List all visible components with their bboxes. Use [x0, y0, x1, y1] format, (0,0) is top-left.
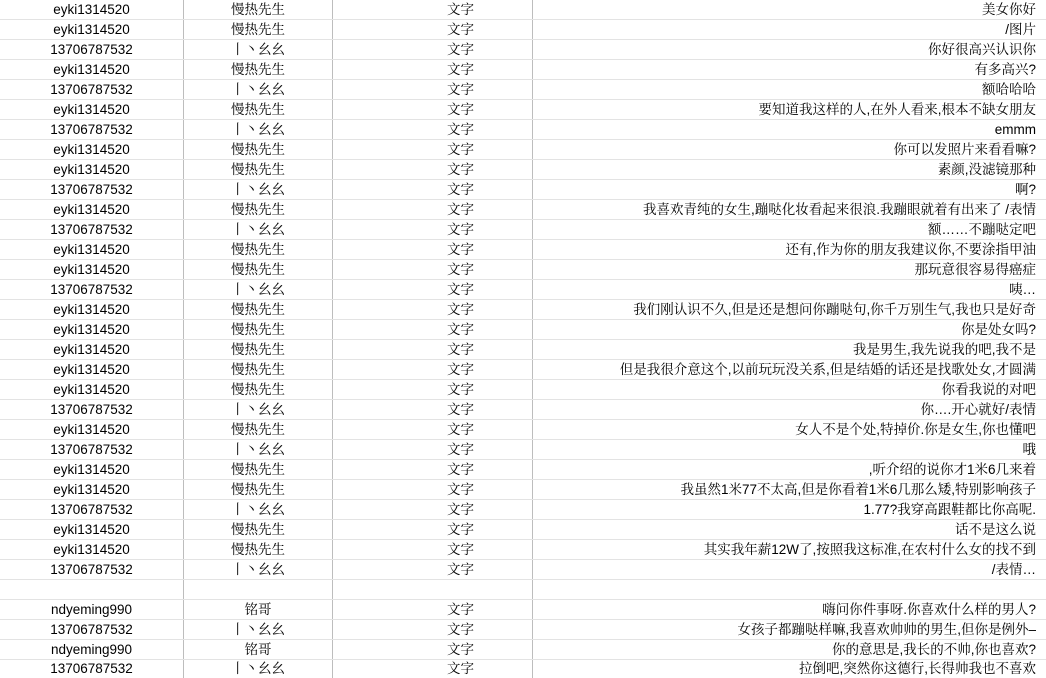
cell-type: 文字 — [333, 220, 533, 240]
cell-message: 我虽然1米77不太高,但是你看着1米6几那么矮,特别影响孩子 — [533, 480, 1046, 500]
cell-type: 文字 — [333, 500, 533, 520]
cell-nickname: 丨丶幺幺 — [184, 80, 333, 100]
cell-type: 文字 — [333, 520, 533, 540]
cell-type: 文字 — [333, 240, 533, 260]
cell-type: 文字 — [333, 620, 533, 640]
cell-account: eyki1314520 — [0, 240, 184, 260]
cell-message: 其实我年薪12W了,按照我这标准,在农村什么女的找不到 — [533, 540, 1046, 560]
table-row — [0, 240, 1046, 260]
cell-type: 文字 — [333, 160, 533, 180]
table-row — [0, 520, 1046, 540]
cell-type: 文字 — [333, 340, 533, 360]
cell-message: 那玩意很容易得癌症 — [533, 260, 1046, 280]
cell-account: 13706787532 — [0, 220, 184, 240]
cell-message: 有多高兴? — [533, 60, 1046, 80]
cell-nickname: 丨丶幺幺 — [184, 180, 333, 200]
cell-account: eyki1314520 — [0, 340, 184, 360]
cell-nickname: 慢热先生 — [184, 520, 333, 540]
cell-message: emmm — [533, 120, 1046, 140]
cell-message: 素颜,没滤镜那种 — [533, 160, 1046, 180]
cell-nickname: 慢热先生 — [184, 420, 333, 440]
table-row — [0, 320, 1046, 340]
cell-message — [533, 580, 1046, 600]
table-row — [0, 120, 1046, 140]
cell-type: 文字 — [333, 260, 533, 280]
cell-account: eyki1314520 — [0, 300, 184, 320]
cell-nickname — [184, 660, 333, 678]
cell-nickname: 丨丶幺幺 — [184, 220, 333, 240]
table-row — [0, 480, 1046, 500]
cell-type: 文字 — [333, 180, 533, 200]
cell-account: eyki1314520 — [0, 320, 184, 340]
cell-account: 13706787532 — [0, 120, 184, 140]
cell-type: 文字 — [333, 440, 533, 460]
cell-nickname — [184, 580, 333, 600]
cell-nickname-text: 丨丶幺幺 — [188, 660, 328, 678]
cell-account: 13706787532 — [0, 500, 184, 520]
cell-message: 你的意思是,我长的不帅,你也喜欢? — [533, 640, 1046, 660]
cell-nickname: 丨丶幺幺 — [184, 620, 333, 640]
cell-type: 文字 — [333, 400, 533, 420]
cell-message: 咦… — [533, 280, 1046, 300]
cell-nickname: 丨丶幺幺 — [184, 120, 333, 140]
cell-nickname: 丨丶幺幺 — [184, 500, 333, 520]
table-row — [0, 180, 1046, 200]
cell-account: eyki1314520 — [0, 60, 184, 80]
cell-type: 文字 — [333, 100, 533, 120]
table-row — [0, 540, 1046, 560]
cell-nickname: 铭哥 — [184, 600, 333, 620]
cell-account: 13706787532 — [0, 440, 184, 460]
cell-nickname: 慢热先生 — [184, 0, 333, 20]
cell-nickname: 慢热先生 — [184, 360, 333, 380]
cell-nickname: 慢热先生 — [184, 100, 333, 120]
table-row — [0, 420, 1046, 440]
cell-nickname: 慢热先生 — [184, 380, 333, 400]
cell-nickname: 慢热先生 — [184, 340, 333, 360]
cell-type: 文字 — [333, 20, 533, 40]
cell-message: 1.77?我穿高跟鞋都比你高呢. — [533, 500, 1046, 520]
cell-message: 额……不蹦哒定吧 — [533, 220, 1046, 240]
cell-nickname: 慢热先生 — [184, 60, 333, 80]
cell-nickname: 慢热先生 — [184, 140, 333, 160]
cell-account: 13706787532 — [0, 280, 184, 300]
cell-message-text: 拉倒吧,突然你这德行,长得帅我也不喜欢 — [537, 660, 1036, 678]
cell-type: 文字 — [333, 360, 533, 380]
table-row — [0, 380, 1046, 400]
cell-account: eyki1314520 — [0, 0, 184, 20]
cell-account: eyki1314520 — [0, 540, 184, 560]
cell-nickname: 丨丶幺幺 — [184, 560, 333, 580]
cell-account: eyki1314520 — [0, 260, 184, 280]
cell-message — [533, 660, 1046, 678]
cell-message: 我们刚认识不久,但是还是想问你蹦哒句,你千万别生气,我也只是好奇 — [533, 300, 1046, 320]
cell-type — [333, 580, 533, 600]
cell-message: 哦 — [533, 440, 1046, 460]
cell-nickname: 丨丶幺幺 — [184, 280, 333, 300]
cell-account: 13706787532 — [0, 560, 184, 580]
table-row — [0, 60, 1046, 80]
cell-nickname: 丨丶幺幺 — [184, 40, 333, 60]
table-row — [0, 0, 1046, 20]
cell-message: 你可以发照片来看看嘛? — [533, 140, 1046, 160]
cell-type: 文字 — [333, 60, 533, 80]
cell-nickname: 丨丶幺幺 — [184, 400, 333, 420]
cell-nickname: 铭哥 — [184, 640, 333, 660]
table-row — [0, 560, 1046, 580]
table-row — [0, 500, 1046, 520]
cell-account: eyki1314520 — [0, 20, 184, 40]
cell-account: eyki1314520 — [0, 100, 184, 120]
cell-account: 13706787532 — [0, 40, 184, 60]
cell-nickname: 慢热先生 — [184, 320, 333, 340]
cell-type: 文字 — [333, 280, 533, 300]
cell-account: ndyeming990 — [0, 600, 184, 620]
table-row — [0, 660, 1046, 678]
cell-type: 文字 — [333, 640, 533, 660]
table-row — [0, 340, 1046, 360]
cell-nickname: 慢热先生 — [184, 160, 333, 180]
cell-message: 你看我说的对吧 — [533, 380, 1046, 400]
cell-message: 你….开心就好/表情 — [533, 400, 1046, 420]
cell-message: 我是男生,我先说我的吧,我不是 — [533, 340, 1046, 360]
table-row — [0, 640, 1046, 660]
cell-message: 你好很高兴认识你 — [533, 40, 1046, 60]
cell-account: eyki1314520 — [0, 480, 184, 500]
cell-type: 文字 — [333, 380, 533, 400]
cell-account: 13706787532 — [0, 400, 184, 420]
cell-message: 但是我很介意这个,以前玩玩没关系,但是结婚的话还是找歌处女,才圆满 — [533, 360, 1046, 380]
cell-message: 啊? — [533, 180, 1046, 200]
cell-message: 你是处女吗? — [533, 320, 1046, 340]
cell-type: 文字 — [333, 460, 533, 480]
cell-type: 文字 — [333, 120, 533, 140]
cell-message: 话不是这么说 — [533, 520, 1046, 540]
table-row — [0, 160, 1046, 180]
table-row — [0, 40, 1046, 60]
table-row — [0, 360, 1046, 380]
cell-type — [333, 660, 533, 678]
table-row-spacer — [0, 580, 1046, 600]
cell-type: 文字 — [333, 80, 533, 100]
cell-account: eyki1314520 — [0, 520, 184, 540]
cell-message: 嗨问你件事呀.你喜欢什么样的男人? — [533, 600, 1046, 620]
table-row — [0, 280, 1046, 300]
cell-account: eyki1314520 — [0, 460, 184, 480]
cell-nickname: 慢热先生 — [184, 260, 333, 280]
cell-message: 我喜欢青纯的女生,蹦哒化妆看起来很浪.我蹦眼就着有出来了 /表情 — [533, 200, 1046, 220]
cell-type: 文字 — [333, 200, 533, 220]
table-row — [0, 260, 1046, 280]
table-row — [0, 20, 1046, 40]
cell-nickname: 慢热先生 — [184, 480, 333, 500]
cell-type: 文字 — [333, 40, 533, 60]
cell-account: eyki1314520 — [0, 160, 184, 180]
cell-message: 女人不是个处,特掉价.你是女生,你也懂吧 — [533, 420, 1046, 440]
cell-message: 要知道我这样的人,在外人看来,根本不缺女朋友 — [533, 100, 1046, 120]
cell-account — [0, 580, 184, 600]
cell-account-text: 13706787532 — [4, 660, 179, 678]
table-row — [0, 140, 1046, 160]
cell-type: 文字 — [333, 480, 533, 500]
table-row — [0, 200, 1046, 220]
table-row — [0, 460, 1046, 480]
cell-account: eyki1314520 — [0, 140, 184, 160]
cell-type: 文字 — [333, 320, 533, 340]
cell-nickname: 慢热先生 — [184, 20, 333, 40]
table-row — [0, 100, 1046, 120]
table-row — [0, 620, 1046, 640]
table-row — [0, 300, 1046, 320]
table-row — [0, 400, 1046, 420]
cell-account: ndyeming990 — [0, 640, 184, 660]
cell-account: 13706787532 — [0, 80, 184, 100]
cell-account: eyki1314520 — [0, 420, 184, 440]
cell-account: eyki1314520 — [0, 200, 184, 220]
cell-message: /图片 — [533, 20, 1046, 40]
cell-message: ,听介绍的说你才1米6几来着 — [533, 460, 1046, 480]
cell-type: 文字 — [333, 0, 533, 20]
cell-type: 文字 — [333, 560, 533, 580]
cell-nickname: 慢热先生 — [184, 300, 333, 320]
cell-message: 美女你好 — [533, 0, 1046, 20]
cell-account: eyki1314520 — [0, 360, 184, 380]
cell-message: 女孩子都蹦哒样嘛,我喜欢帅帅的男生,但你是例外– — [533, 620, 1046, 640]
cell-message: /表情… — [533, 560, 1046, 580]
cell-type-text: 文字 — [393, 660, 528, 678]
cell-message: 额哈哈哈 — [533, 80, 1046, 100]
cell-type: 文字 — [333, 420, 533, 440]
cell-message: 还有,作为你的朋友我建议你,不要涂指甲油 — [533, 240, 1046, 260]
cell-nickname: 慢热先生 — [184, 460, 333, 480]
cell-account: eyki1314520 — [0, 380, 184, 400]
cell-account: 13706787532 — [0, 180, 184, 200]
cell-type: 文字 — [333, 540, 533, 560]
cell-nickname: 丨丶幺幺 — [184, 440, 333, 460]
cell-nickname: 慢热先生 — [184, 200, 333, 220]
table-row — [0, 600, 1046, 620]
cell-account: 13706787532 — [0, 620, 184, 640]
cell-nickname: 慢热先生 — [184, 240, 333, 260]
table-row — [0, 440, 1046, 460]
table-row — [0, 80, 1046, 100]
table-row — [0, 220, 1046, 240]
cell-account — [0, 660, 184, 678]
cell-type: 文字 — [333, 140, 533, 160]
cell-type: 文字 — [333, 300, 533, 320]
cell-nickname: 慢热先生 — [184, 540, 333, 560]
cell-type: 文字 — [333, 600, 533, 620]
